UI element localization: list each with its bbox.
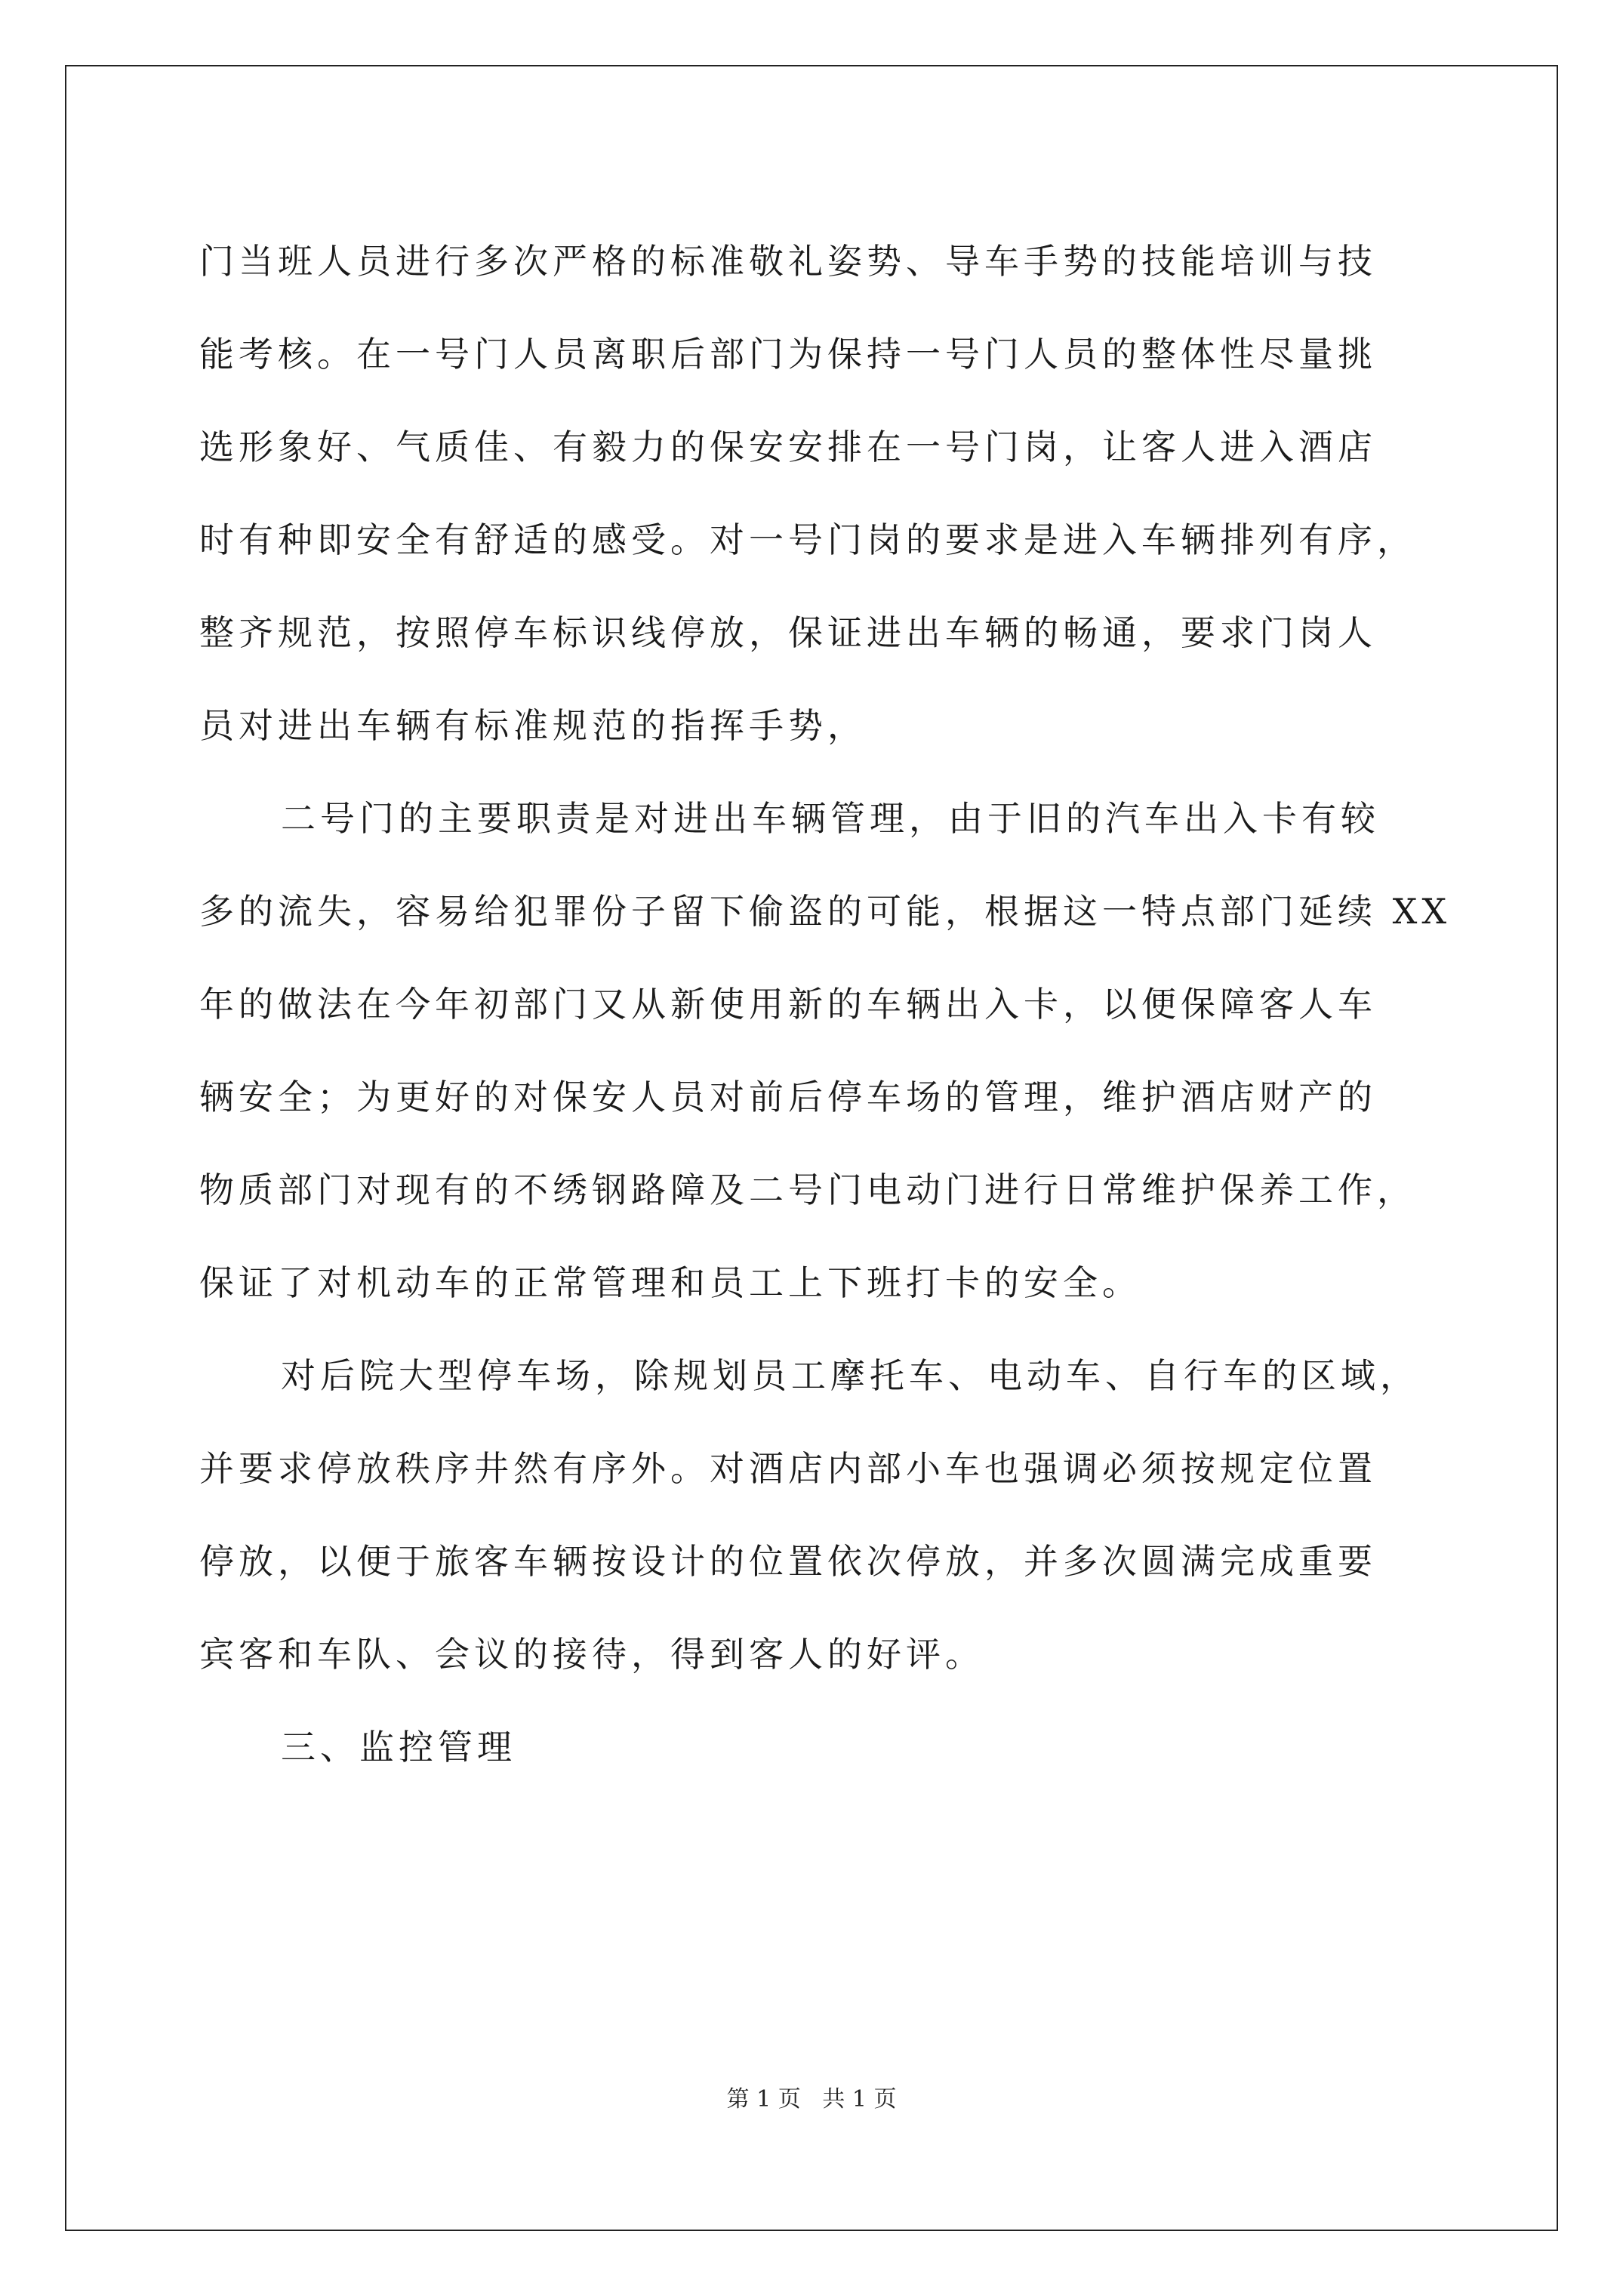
paragraph-parking-lot [199,1330,1422,1701]
text-line: 辆安全；为更好的对保安人员对前后停车场的管理，维护酒店财产的 [199,1077,1377,1117]
text-line: 时有种即安全有舒适的感受。对一号门岗的要求是进入车辆排列有序， [199,519,1416,560]
text-line: 对后院大型停车场，除规划员工摩托车、电动车、自行车的区域， [281,1355,1419,1396]
paragraph-front-gate [199,215,1422,772]
text-line: 保证了对机动车的正常管理和员工上下班打卡的安全。 [199,1262,1141,1303]
paragraph-gate-two [199,772,1452,1330]
text-line: 选形象好、气质佳、有毅力的保安安排在一号门岗，让客人进入酒店 [199,427,1377,467]
section-heading-text: 三、监控管理 [281,1727,516,1767]
text-line: 并要求停放秩序井然有序外。对酒店内部小车也强调必须按规定位置 [199,1448,1377,1489]
text-line: 宾客和车队、会议的接待，得到客人的好评。 [199,1634,984,1675]
text-line: 多的流失，容易给犯罪份子留下偷盗的可能，根据这一特点部门延续 XX [199,891,1452,932]
section-heading [199,1701,1422,1794]
text-line: 物质部门对现有的不绣钢路障及二号门电动门进行日常维护保养工作， [199,1170,1416,1210]
text-line: 门当班人员进行多次严格的标准敬礼姿势、导车手势的技能培训与技 [199,241,1377,282]
text-line: 能考核。在一号门人员离职后部门为保持一号门人员的整体性尽量挑 [199,334,1377,374]
text-line: 员对进出车辆有标准规范的指挥手势， [199,705,867,746]
page-number: 第 1 页 共 1 页 [726,2086,897,2113]
document-body [199,215,1452,1794]
text-line: 停放，以便于旅客车辆按设计的位置依次停放，并多次圆满完成重要 [199,1541,1377,1582]
text-line: 二号门的主要职责是对进出车辆管理，由于旧的汽车出入卡有较 [281,798,1380,839]
text-line: 整齐规范，按照停车标识线停放，保证进出车辆的畅通，要求门岗人 [199,612,1377,653]
text-line: 年的做法在今年初部门又从新使用新的车辆出入卡，以便保障客人车 [199,984,1377,1025]
